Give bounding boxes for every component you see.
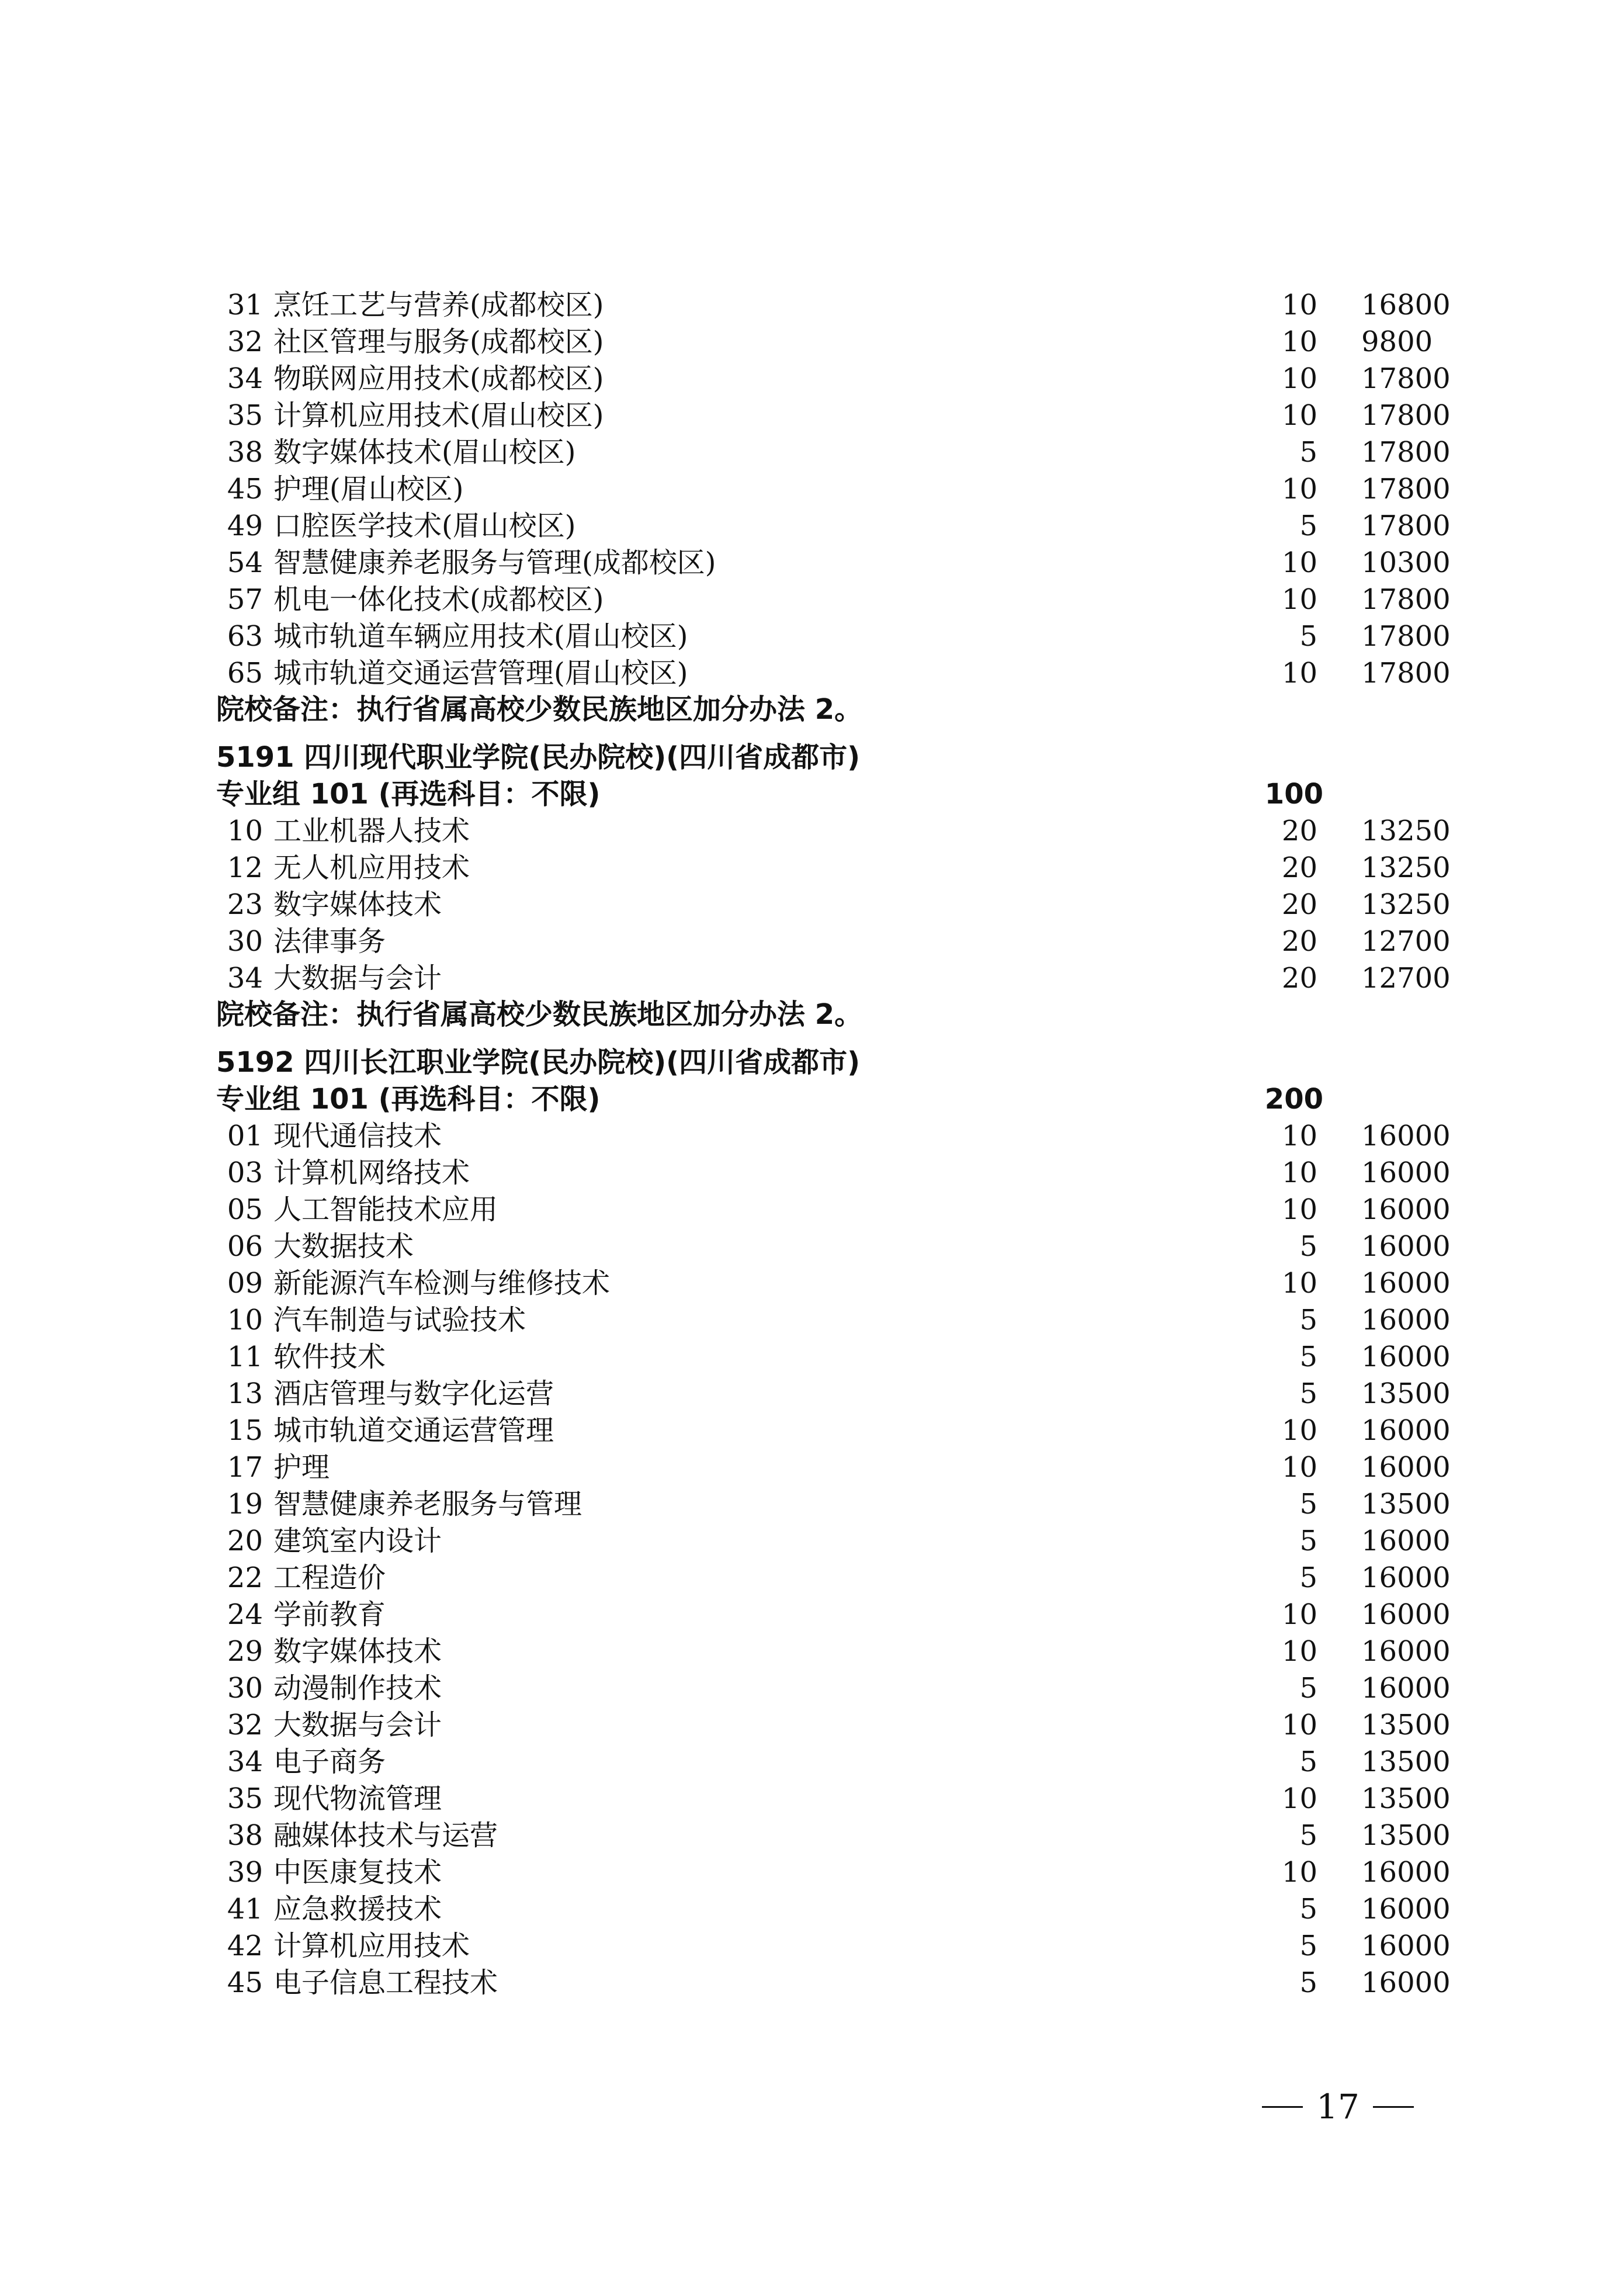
major-row	[0, 397, 1623, 434]
major-fee: 16000	[1361, 1414, 1451, 1447]
major-name: 法律事务	[273, 925, 386, 958]
major-fee: 13250	[1361, 851, 1451, 884]
major-row	[0, 886, 1623, 923]
major-row	[0, 323, 1623, 361]
major-row	[0, 1154, 1623, 1192]
major-fee: 13250	[1361, 815, 1451, 847]
major-count: 5	[1299, 510, 1317, 542]
major-count: 5	[1299, 1488, 1317, 1521]
major-name: 应急救援技术	[273, 1893, 442, 1926]
major-code: 63	[227, 620, 263, 653]
major-count: 5	[1299, 620, 1317, 653]
major-code: 06	[227, 1230, 263, 1263]
major-code: 09	[227, 1267, 263, 1300]
major-fee: 17800	[1361, 620, 1451, 653]
major-count: 10	[1281, 473, 1317, 505]
school-title	[0, 1044, 1623, 1081]
major-name: 人工智能技术应用	[273, 1193, 498, 1226]
school-title-text: 5192 四川长江职业学院(民办院校)(四川省成都市)	[216, 1046, 861, 1079]
major-fee: 17800	[1361, 657, 1451, 690]
major-row	[0, 470, 1623, 508]
major-row	[0, 434, 1623, 471]
major-count: 10	[1281, 362, 1317, 395]
major-row	[0, 544, 1623, 581]
major-code: 45	[227, 473, 263, 505]
major-count: 5	[1299, 436, 1317, 469]
major-name: 护理	[273, 1451, 330, 1484]
major-count: 10	[1281, 1782, 1317, 1815]
major-fee: 16000	[1361, 1156, 1451, 1189]
major-fee: 16000	[1361, 1672, 1451, 1705]
major-name: 计算机应用技术(眉山校区)	[273, 399, 604, 432]
major-code: 01	[227, 1120, 263, 1152]
major-name: 口腔医学技术(眉山校区)	[273, 510, 576, 542]
major-name: 智慧健康养老服务与管理(成都校区)	[273, 546, 716, 579]
major-fee: 16000	[1361, 1966, 1451, 1999]
major-code: 38	[227, 1819, 263, 1852]
major-row	[0, 1670, 1623, 1707]
major-count: 10	[1281, 289, 1317, 321]
major-code: 29	[227, 1635, 263, 1668]
major-code: 54	[227, 546, 263, 579]
major-count: 10	[1281, 325, 1317, 358]
major-code: 05	[227, 1193, 263, 1226]
major-row	[0, 1485, 1623, 1523]
major-count: 10	[1281, 1598, 1317, 1631]
major-name: 现代通信技术	[273, 1120, 442, 1152]
major-row	[0, 1191, 1623, 1228]
major-name: 机电一体化技术(成都校区)	[273, 583, 604, 616]
page-number-dash-left	[1262, 2106, 1303, 2108]
major-fee: 16000	[1361, 1598, 1451, 1631]
major-fee: 17800	[1361, 473, 1451, 505]
major-count: 10	[1281, 1120, 1317, 1152]
major-group-count: 200	[1264, 1083, 1323, 1116]
major-row	[0, 1228, 1623, 1265]
major-count: 20	[1281, 962, 1317, 995]
major-group-header	[0, 1081, 1623, 1118]
major-count: 10	[1281, 583, 1317, 616]
school-title-text: 5191 四川现代职业学院(民办院校)(四川省成都市)	[216, 741, 861, 774]
major-fee: 16800	[1361, 289, 1451, 321]
major-count: 5	[1299, 1819, 1317, 1852]
major-count: 20	[1281, 925, 1317, 958]
major-count: 10	[1281, 1635, 1317, 1668]
major-name: 烹饪工艺与营养(成都校区)	[273, 289, 604, 321]
major-fee: 17800	[1361, 436, 1451, 469]
major-row	[0, 812, 1623, 850]
major-name: 计算机网络技术	[273, 1156, 470, 1189]
major-code: 12	[227, 851, 263, 884]
major-row	[0, 1890, 1623, 1928]
major-code: 19	[227, 1488, 263, 1521]
major-fee: 17800	[1361, 510, 1451, 542]
major-row	[0, 1338, 1623, 1376]
major-fee: 16000	[1361, 1635, 1451, 1668]
major-code: 42	[227, 1930, 263, 1962]
major-code: 45	[227, 1966, 263, 1999]
major-count: 10	[1281, 399, 1317, 432]
major-row	[0, 960, 1623, 997]
major-count: 5	[1299, 1966, 1317, 1999]
major-row	[0, 1706, 1623, 1744]
major-fee: 13250	[1361, 888, 1451, 921]
major-name: 中医康复技术	[273, 1856, 442, 1889]
major-count: 10	[1281, 657, 1317, 690]
major-fee: 16000	[1361, 1451, 1451, 1484]
major-fee: 16000	[1361, 1930, 1451, 1962]
major-row	[0, 1780, 1623, 1817]
major-code: 23	[227, 888, 263, 921]
major-fee: 13500	[1361, 1709, 1451, 1741]
major-name: 护理(眉山校区)	[273, 473, 464, 505]
major-name: 电子信息工程技术	[273, 1966, 498, 1999]
major-count: 10	[1281, 1156, 1317, 1189]
major-code: 30	[227, 1672, 263, 1705]
major-row	[0, 1743, 1623, 1781]
major-code: 32	[227, 325, 263, 358]
major-group-label: 专业组 101 (再选科目：不限)	[216, 1083, 601, 1116]
major-name: 工业机器人技术	[273, 815, 470, 847]
major-fee: 13500	[1361, 1819, 1451, 1852]
major-row	[0, 1596, 1623, 1633]
major-group-header	[0, 775, 1623, 813]
major-name: 酒店管理与数字化运营	[273, 1377, 554, 1410]
major-count: 5	[1299, 1930, 1317, 1962]
major-row	[0, 1927, 1623, 1965]
major-code: 34	[227, 1746, 263, 1778]
major-name: 数字媒体技术	[273, 1635, 442, 1668]
major-count: 10	[1281, 1856, 1317, 1889]
major-count: 5	[1299, 1746, 1317, 1778]
major-row	[0, 581, 1623, 618]
major-row	[0, 923, 1623, 960]
page-number-dash-right	[1373, 2106, 1414, 2108]
major-fee: 16000	[1361, 1561, 1451, 1594]
major-row	[0, 1817, 1623, 1854]
major-row	[0, 618, 1623, 655]
page-number	[0, 2083, 1623, 2130]
major-row	[0, 1964, 1623, 2001]
major-code: 03	[227, 1156, 263, 1189]
major-name: 动漫制作技术	[273, 1672, 442, 1705]
major-count: 10	[1281, 546, 1317, 579]
major-code: 30	[227, 925, 263, 958]
major-code: 11	[227, 1341, 263, 1373]
major-row	[0, 1449, 1623, 1486]
major-row	[0, 849, 1623, 886]
major-row	[0, 1559, 1623, 1597]
major-name: 新能源汽车检测与维修技术	[273, 1267, 611, 1300]
school-note-text: 院校备注：执行省属高校少数民族地区加分办法 2。	[216, 998, 863, 1031]
major-name: 数字媒体技术	[273, 888, 442, 921]
major-fee: 17800	[1361, 583, 1451, 616]
major-fee: 16000	[1361, 1341, 1451, 1373]
major-row	[0, 1633, 1623, 1670]
major-code: 57	[227, 583, 263, 616]
major-code: 15	[227, 1414, 263, 1447]
major-name: 社区管理与服务(成都校区)	[273, 325, 604, 358]
major-group-label: 专业组 101 (再选科目：不限)	[216, 778, 601, 811]
major-count: 5	[1299, 1525, 1317, 1557]
major-row	[0, 1117, 1623, 1155]
school-note-text: 院校备注：执行省属高校少数民族地区加分办法 2。	[216, 693, 863, 726]
major-row	[0, 1301, 1623, 1339]
major-fee: 17800	[1361, 362, 1451, 395]
major-fee: 16000	[1361, 1525, 1451, 1557]
major-code: 10	[227, 1304, 263, 1336]
school-note	[0, 996, 1623, 1033]
major-row	[0, 360, 1623, 397]
major-name: 学前教育	[273, 1598, 386, 1631]
major-count: 5	[1299, 1377, 1317, 1410]
major-row	[0, 654, 1623, 692]
school-title	[0, 739, 1623, 776]
major-row	[0, 1854, 1623, 1891]
major-count: 20	[1281, 851, 1317, 884]
major-code: 49	[227, 510, 263, 542]
major-fee: 16000	[1361, 1304, 1451, 1336]
major-code: 13	[227, 1377, 263, 1410]
major-fee: 12700	[1361, 962, 1451, 995]
major-fee: 13500	[1361, 1488, 1451, 1521]
major-row	[0, 507, 1623, 545]
major-row	[0, 1265, 1623, 1302]
major-code: 39	[227, 1856, 263, 1889]
major-count: 10	[1281, 1267, 1317, 1300]
major-name: 物联网应用技术(成都校区)	[273, 362, 604, 395]
major-name: 现代物流管理	[273, 1782, 442, 1815]
school-note	[0, 691, 1623, 728]
major-count: 5	[1299, 1561, 1317, 1594]
major-group-count: 100	[1264, 778, 1323, 811]
major-code: 34	[227, 362, 263, 395]
major-fee: 10300	[1361, 546, 1451, 579]
major-fee: 16000	[1361, 1267, 1451, 1300]
major-code: 35	[227, 1782, 263, 1815]
major-fee: 17800	[1361, 399, 1451, 432]
major-code: 20	[227, 1525, 263, 1557]
major-name: 数字媒体技术(眉山校区)	[273, 436, 576, 469]
major-count: 10	[1281, 1414, 1317, 1447]
major-fee: 13500	[1361, 1377, 1451, 1410]
major-row	[0, 1375, 1623, 1412]
major-code: 34	[227, 962, 263, 995]
major-count: 5	[1299, 1341, 1317, 1373]
major-name: 软件技术	[273, 1341, 386, 1373]
major-name: 无人机应用技术	[273, 851, 470, 884]
major-count: 10	[1281, 1709, 1317, 1741]
major-name: 城市轨道交通运营管理(眉山校区)	[273, 657, 688, 690]
major-fee: 16000	[1361, 1856, 1451, 1889]
major-row	[0, 286, 1623, 324]
major-code: 24	[227, 1598, 263, 1631]
major-code: 31	[227, 289, 263, 321]
major-fee: 16000	[1361, 1893, 1451, 1926]
major-code: 10	[227, 815, 263, 847]
major-name: 大数据与会计	[273, 962, 442, 995]
major-code: 32	[227, 1709, 263, 1741]
major-code: 17	[227, 1451, 263, 1484]
major-count: 20	[1281, 888, 1317, 921]
major-code: 65	[227, 657, 263, 690]
major-name: 大数据与会计	[273, 1709, 442, 1741]
major-name: 智慧健康养老服务与管理	[273, 1488, 582, 1521]
major-count: 5	[1299, 1230, 1317, 1263]
major-code: 35	[227, 399, 263, 432]
major-row	[0, 1522, 1623, 1560]
major-name: 电子商务	[273, 1746, 386, 1778]
major-count: 5	[1299, 1672, 1317, 1705]
major-fee: 16000	[1361, 1230, 1451, 1263]
major-count: 10	[1281, 1193, 1317, 1226]
major-row	[0, 1412, 1623, 1449]
major-fee: 13500	[1361, 1746, 1451, 1778]
major-name: 城市轨道交通运营管理	[273, 1414, 554, 1447]
major-name: 工程造价	[273, 1561, 386, 1594]
page-number-text: 17	[1316, 2087, 1360, 2127]
major-name: 融媒体技术与运营	[273, 1819, 498, 1852]
major-count: 20	[1281, 815, 1317, 847]
major-fee: 9800	[1361, 325, 1433, 358]
major-name: 大数据技术	[273, 1230, 414, 1263]
major-count: 10	[1281, 1451, 1317, 1484]
major-name: 汽车制造与试验技术	[273, 1304, 526, 1336]
major-code: 41	[227, 1893, 263, 1926]
major-name: 计算机应用技术	[273, 1930, 470, 1962]
major-count: 5	[1299, 1304, 1317, 1336]
major-fee: 16000	[1361, 1120, 1451, 1152]
major-fee: 13500	[1361, 1782, 1451, 1815]
major-count: 5	[1299, 1893, 1317, 1926]
major-name: 城市轨道车辆应用技术(眉山校区)	[273, 620, 688, 653]
major-code: 38	[227, 436, 263, 469]
major-name: 建筑室内设计	[273, 1525, 442, 1557]
major-fee: 16000	[1361, 1193, 1451, 1226]
major-code: 22	[227, 1561, 263, 1594]
major-fee: 12700	[1361, 925, 1451, 958]
